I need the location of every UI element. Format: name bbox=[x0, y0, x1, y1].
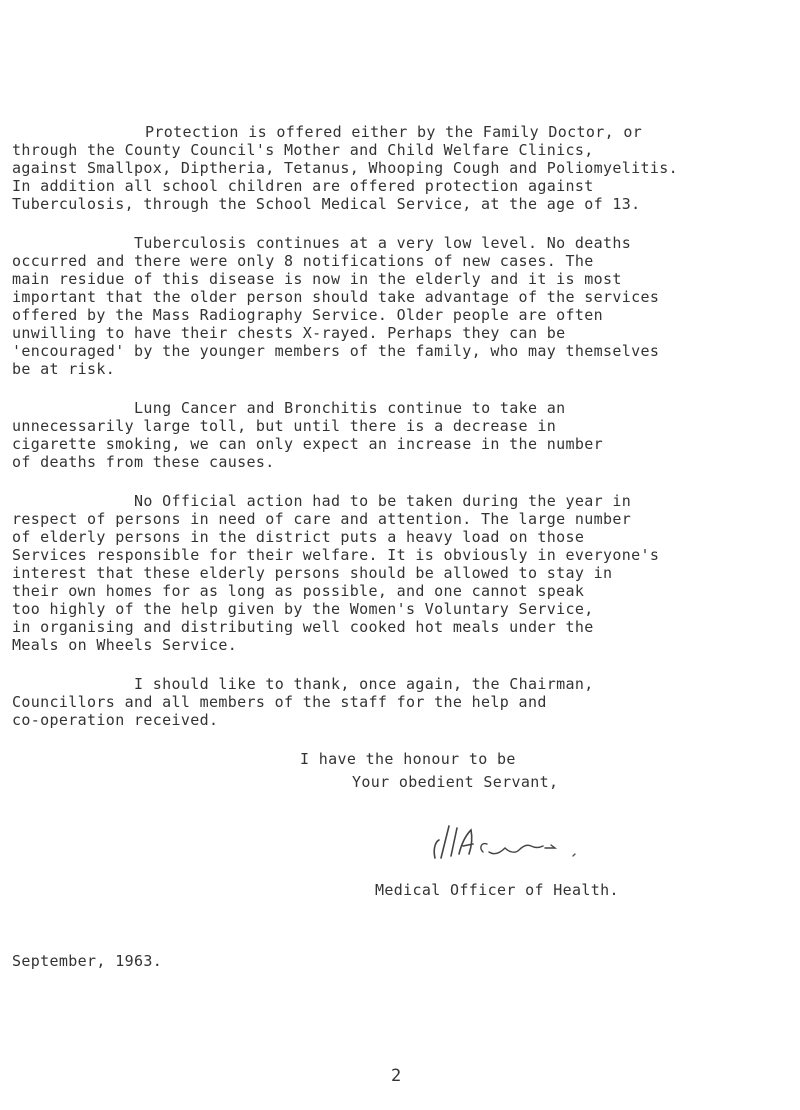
paragraph-1-line-5: Tuberculosis, through the School Medical Service, at the age of 13. bbox=[12, 195, 641, 213]
paragraph-5-line-1: I should like to thank, once again, the Chairman, bbox=[134, 675, 594, 693]
paragraph-4-line-3: of elderly persons in the district puts a heavy load on those bbox=[12, 528, 585, 546]
paragraph-4-line-8: in organising and distributing well cooked hot meals under the bbox=[12, 618, 594, 636]
paragraph-1-line-4: In addition all school children are offered protection against bbox=[12, 177, 594, 195]
page-number: 2 bbox=[391, 1066, 402, 1086]
paragraph-4-line-9: Meals on Wheels Service. bbox=[12, 636, 238, 654]
paragraph-1-line-1: Protection is offered either by the Family Doctor, or bbox=[145, 123, 643, 141]
paragraph-2-line-5: offered by the Mass Radiography Service. Older people are often bbox=[12, 306, 603, 324]
paragraph-1-line-2: through the County Council's Mother and Child Welfare Clinics, bbox=[12, 141, 594, 159]
paragraph-2-line-2: occurred and there were only 8 notifications of new cases. The bbox=[12, 252, 594, 270]
paragraph-4-line-4: Services responsible for their welfare. It is obviously in everyone's bbox=[12, 546, 660, 564]
paragraph-2-line-4: important that the older person should take advantage of the services bbox=[12, 288, 660, 306]
paragraph-3-line-1: Lung Cancer and Bronchitis continue to take an bbox=[134, 399, 566, 417]
paragraph-3-line-4: of deaths from these causes. bbox=[12, 453, 275, 471]
closing-line-1: I have the honour to be bbox=[300, 750, 516, 768]
paragraph-3-line-3: cigarette smoking, we can only expect an increase in the number bbox=[12, 435, 603, 453]
paragraph-2-line-8: be at risk. bbox=[12, 360, 116, 378]
paragraph-5-line-3: co-operation received. bbox=[12, 711, 219, 729]
paragraph-3-line-2: unnecessarily large toll, but until there is a decrease in bbox=[12, 417, 557, 435]
paragraph-4-line-1: No Official action had to be taken during the year in bbox=[134, 492, 632, 510]
paragraph-2-line-6: unwilling to have their chests X-rayed. Perhaps they can be bbox=[12, 324, 566, 342]
paragraph-2-line-3: main residue of this disease is now in the elderly and it is most bbox=[12, 270, 622, 288]
handwritten-signature bbox=[423, 818, 613, 868]
paragraph-4-line-5: interest that these elderly persons should be allowed to stay in bbox=[12, 564, 613, 582]
paragraph-2-line-7: 'encouraged' by the younger members of the family, who may themselves bbox=[12, 342, 660, 360]
paragraph-4-line-6: their own homes for as long as possible, and one cannot speak bbox=[12, 582, 585, 600]
paragraph-4-line-7: too highly of the help given by the Women's Voluntary Service, bbox=[12, 600, 594, 618]
signatory-title: Medical Officer of Health. bbox=[375, 881, 619, 899]
paragraph-2-line-1: Tuberculosis continues at a very low level. No deaths bbox=[134, 234, 632, 252]
paragraph-1-line-3: against Smallpox, Diptheria, Tetanus, Whooping Cough and Poliomyelitis. bbox=[12, 159, 679, 177]
document-date: September, 1963. bbox=[12, 952, 163, 970]
paragraph-4-line-2: respect of persons in need of care and attention. The large number bbox=[12, 510, 632, 528]
closing-line-2: Your obedient Servant, bbox=[352, 773, 559, 791]
paragraph-5-line-2: Councillors and all members of the staff for the help and bbox=[12, 693, 547, 711]
